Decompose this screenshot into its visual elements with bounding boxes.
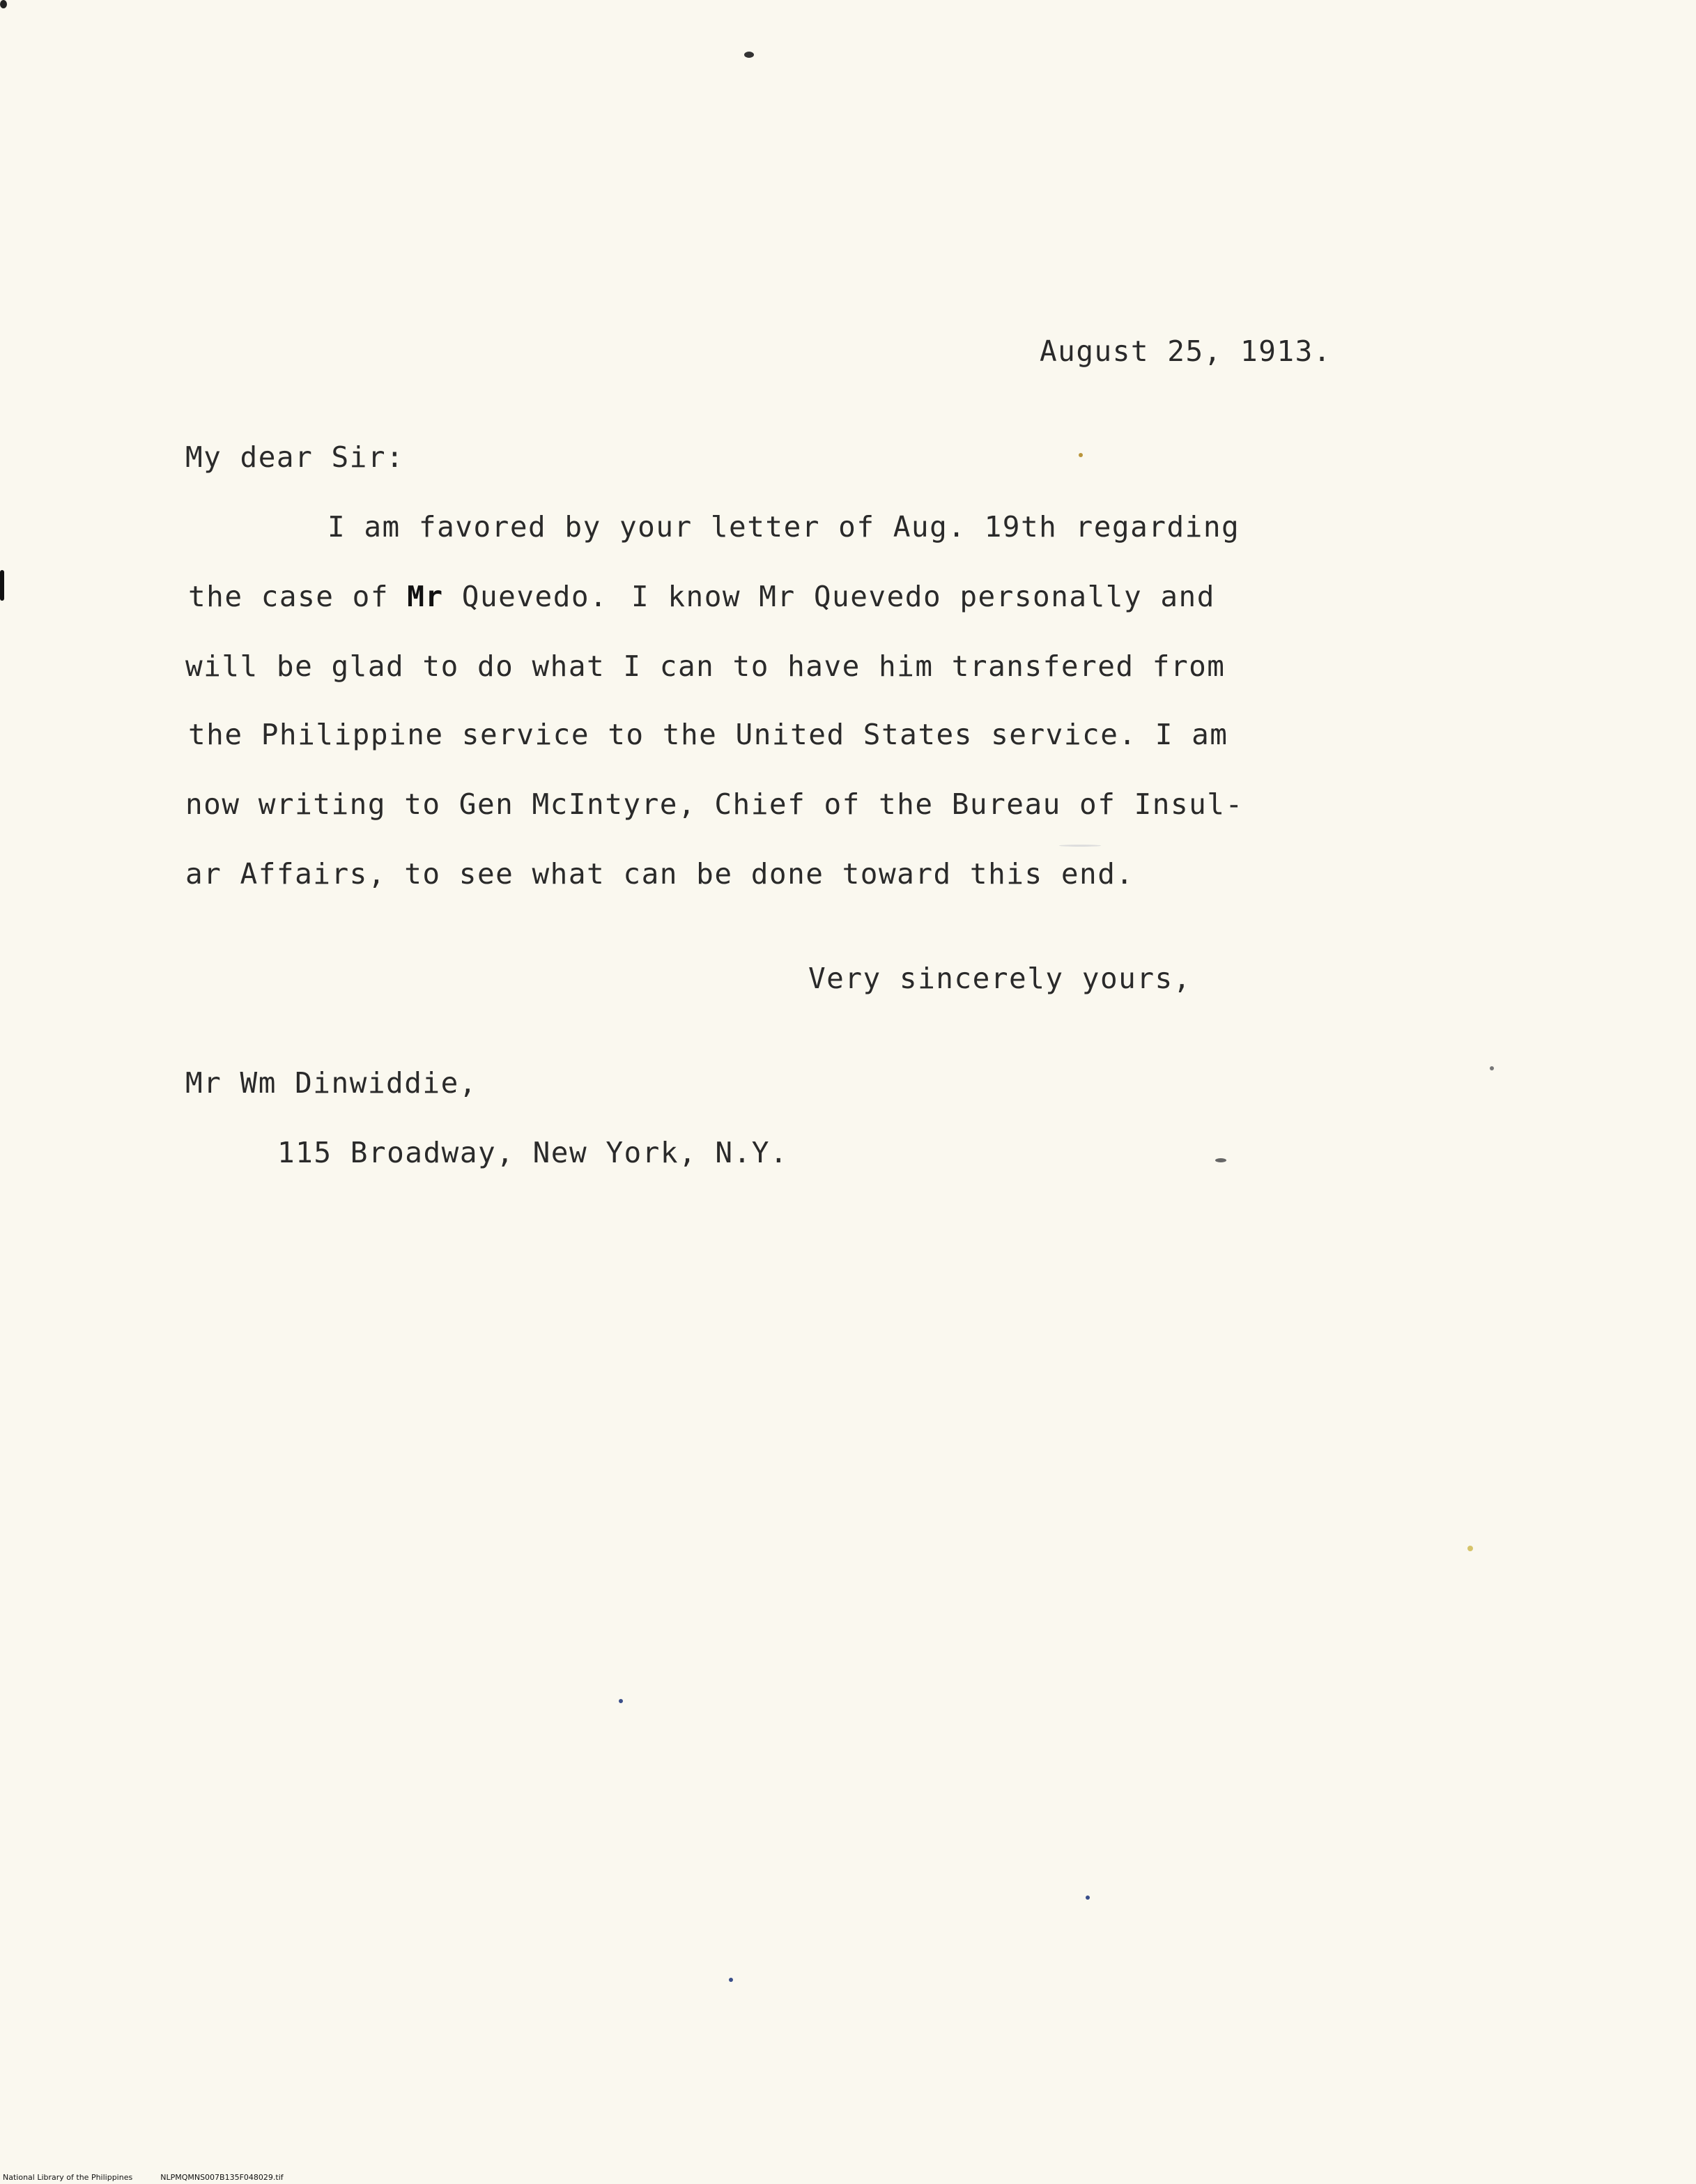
paper-speck — [744, 52, 754, 58]
body-line-2-start: the case of — [188, 580, 408, 613]
paper-speck — [1490, 1066, 1494, 1070]
body-line-5: now writing to Gen McIntyre, Chief of the Bureau of Insul- — [185, 787, 1244, 821]
body-line-3: will be glad to do what I can to have him transfered from — [185, 649, 1226, 683]
footer-institution: National Library of the Philippines — [3, 2173, 133, 2182]
recipient-address: 115 Broadway, New York, N.Y. — [277, 1136, 789, 1169]
paper-speck — [1215, 1158, 1226, 1162]
footer-file-id: NLPMQMNS007B135F048029.tif — [160, 2173, 284, 2182]
body-line-6: ar Affairs, to see what can be done toward this end. — [185, 857, 1134, 891]
closing: Very sincerely yours, — [808, 962, 1192, 995]
paper-speck — [619, 1699, 623, 1703]
paper-speck — [0, 0, 7, 8]
body-line-2-continued: I know Mr Quevedo personally and — [631, 580, 1215, 613]
paper-speck — [1059, 845, 1101, 847]
recipient-name: Mr Wm Dinwiddie, — [185, 1066, 477, 1100]
paper-speck — [729, 1978, 733, 1982]
letter-date: August 25, 1913. — [1040, 334, 1332, 368]
body-line-2-end: Quevedo. — [443, 580, 608, 613]
salutation: My dear Sir: — [185, 440, 405, 474]
body-line-2-emphasis: Mr — [407, 580, 444, 613]
paper-speck — [1079, 453, 1083, 457]
body-line-2 — [188, 580, 608, 613]
scan-footer — [3, 2173, 284, 2182]
body-line-1: I am favored by your letter of Aug. 19th regarding — [327, 510, 1240, 544]
paper-speck — [0, 570, 4, 601]
paper-speck — [1086, 1895, 1090, 1900]
body-line-4: the Philippine service to the United States service. I am — [188, 718, 1228, 751]
paper-speck — [1467, 1546, 1473, 1551]
